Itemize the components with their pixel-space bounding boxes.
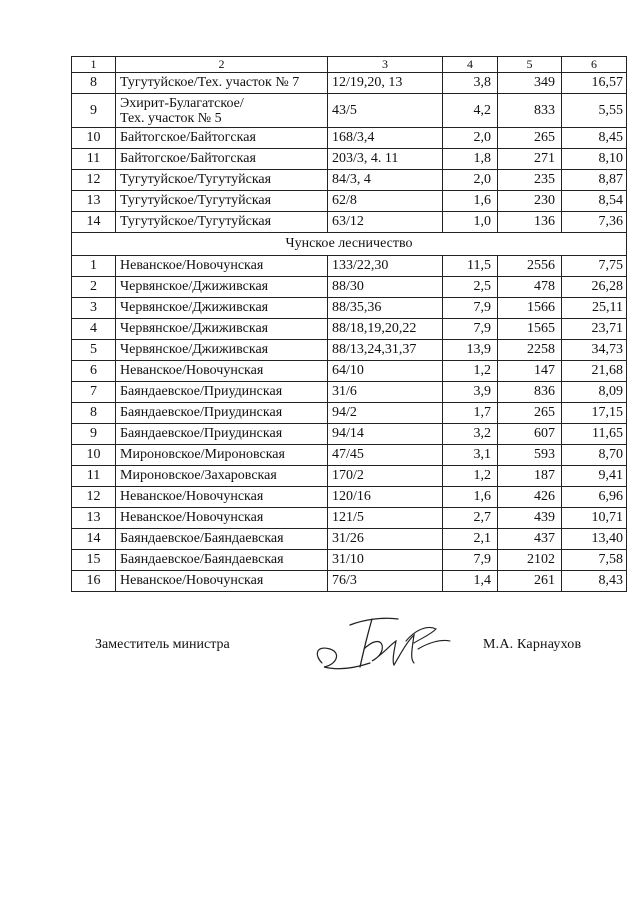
table-cell: 8,09 — [562, 382, 627, 403]
table-row — [72, 149, 627, 170]
table-cell: 1566 — [498, 298, 562, 319]
table-cell: 2,7 — [443, 508, 498, 529]
table-cell: 26,28 — [562, 277, 627, 298]
table-cell: 349 — [498, 73, 562, 94]
table-body — [72, 57, 627, 592]
table-cell: Байтогское/Байтогская — [116, 128, 328, 149]
table-row — [72, 212, 627, 233]
table-cell: 2,1 — [443, 529, 498, 550]
table-cell: 84/3, 4 — [328, 170, 443, 191]
table-cell: Червянское/Джиживская — [116, 298, 328, 319]
table-cell: 11,65 — [562, 424, 627, 445]
section-title: Чунское лесничество — [72, 233, 627, 256]
table-cell: 13,9 — [443, 340, 498, 361]
table-cell: 23,71 — [562, 319, 627, 340]
table-cell: 12 — [72, 170, 116, 191]
table-cell: 203/3, 4. 11 — [328, 149, 443, 170]
table-cell: Мироновское/Мироновская — [116, 445, 328, 466]
table-cell: 12/19,20, 13 — [328, 73, 443, 94]
table-cell: 9,41 — [562, 466, 627, 487]
table-cell: 10,71 — [562, 508, 627, 529]
table-cell: 593 — [498, 445, 562, 466]
header-cell: 1 — [72, 57, 116, 73]
table-cell: 9 — [72, 94, 116, 128]
table-cell: 261 — [498, 571, 562, 592]
table-cell: 16 — [72, 571, 116, 592]
table-row — [72, 340, 627, 361]
table-cell: 230 — [498, 191, 562, 212]
table-cell: 1,6 — [443, 487, 498, 508]
table-cell: 2556 — [498, 256, 562, 277]
table-cell: 8,45 — [562, 128, 627, 149]
table-row — [72, 298, 627, 319]
table-cell: 170/2 — [328, 466, 443, 487]
table-cell: 3,8 — [443, 73, 498, 94]
table-cell: 94/14 — [328, 424, 443, 445]
table-cell: Баяндаевское/Приудинская — [116, 382, 328, 403]
table-cell: 6,96 — [562, 487, 627, 508]
table-cell: 88/35,36 — [328, 298, 443, 319]
table-cell: 265 — [498, 403, 562, 424]
table-cell: 833 — [498, 94, 562, 128]
table-cell: 133/22,30 — [328, 256, 443, 277]
table-cell: 11,5 — [443, 256, 498, 277]
table-cell: 439 — [498, 508, 562, 529]
table-cell: 3,2 — [443, 424, 498, 445]
table-cell: Баяндаевское/Приудинская — [116, 403, 328, 424]
table-cell: 437 — [498, 529, 562, 550]
table-cell: 3,1 — [443, 445, 498, 466]
table-cell: 11 — [72, 149, 116, 170]
table-cell: 7,9 — [443, 319, 498, 340]
table-cell: Тугутуйское/Тугутуйская — [116, 170, 328, 191]
table-row — [72, 256, 627, 277]
section-row — [72, 233, 627, 256]
table-cell: Неванское/Новочунская — [116, 571, 328, 592]
header-cell: 4 — [443, 57, 498, 73]
table-cell: 2102 — [498, 550, 562, 571]
table-cell: 4 — [72, 319, 116, 340]
table-cell: 5,55 — [562, 94, 627, 128]
table-row — [72, 571, 627, 592]
table-cell: Баяндаевское/Баяндаевская — [116, 529, 328, 550]
table-cell: 607 — [498, 424, 562, 445]
table-cell: 2,5 — [443, 277, 498, 298]
table-row — [72, 191, 627, 212]
table-row — [72, 73, 627, 94]
table-cell: Мироновское/Захаровская — [116, 466, 328, 487]
table-cell: 271 — [498, 149, 562, 170]
table-cell: 7,75 — [562, 256, 627, 277]
table-row — [72, 277, 627, 298]
table-cell: 235 — [498, 170, 562, 191]
table-cell: 5 — [72, 340, 116, 361]
table-cell: 76/3 — [328, 571, 443, 592]
table-cell: 94/2 — [328, 403, 443, 424]
table-cell: 3,9 — [443, 382, 498, 403]
table-cell: Тугутуйское/Тугутуйская — [116, 191, 328, 212]
table-cell: 1,6 — [443, 191, 498, 212]
table-row — [72, 319, 627, 340]
handwritten-signature-icon — [310, 605, 460, 677]
table-cell: 265 — [498, 128, 562, 149]
table-cell: 120/16 — [328, 487, 443, 508]
table-row — [72, 529, 627, 550]
table-cell: Неванское/Новочунская — [116, 508, 328, 529]
table-row — [72, 424, 627, 445]
table-row — [72, 361, 627, 382]
table-cell: Баяндаевское/Приудинская — [116, 424, 328, 445]
table-cell: 1,4 — [443, 571, 498, 592]
table-header-row — [72, 57, 627, 73]
table-cell: 31/10 — [328, 550, 443, 571]
table-cell: 2 — [72, 277, 116, 298]
table-cell: 62/8 — [328, 191, 443, 212]
table-cell: 88/13,24,31,37 — [328, 340, 443, 361]
table-cell: Тугутуйское/Тех. участок № 7 — [116, 73, 328, 94]
table-cell: 25,11 — [562, 298, 627, 319]
table-cell: 14 — [72, 212, 116, 233]
table-cell: 9 — [72, 424, 116, 445]
table-cell: 63/12 — [328, 212, 443, 233]
table-cell: 11 — [72, 466, 116, 487]
table-row — [72, 508, 627, 529]
table-cell: 31/6 — [328, 382, 443, 403]
table-cell: 13,40 — [562, 529, 627, 550]
table-cell: 1565 — [498, 319, 562, 340]
table-cell: 7,58 — [562, 550, 627, 571]
table-cell: 3 — [72, 298, 116, 319]
table-cell: Тугутуйское/Тугутуйская — [116, 212, 328, 233]
header-cell: 3 — [328, 57, 443, 73]
table-cell: 12 — [72, 487, 116, 508]
table-row — [72, 487, 627, 508]
table-row — [72, 94, 627, 128]
table-cell: 7,9 — [443, 550, 498, 571]
table-cell: 8,87 — [562, 170, 627, 191]
table-cell: 13 — [72, 191, 116, 212]
table-cell: 34,73 — [562, 340, 627, 361]
table-cell: 2,0 — [443, 170, 498, 191]
table-cell: 8,43 — [562, 571, 627, 592]
header-cell: 5 — [498, 57, 562, 73]
table-cell: 1,2 — [443, 466, 498, 487]
table-cell: 2,0 — [443, 128, 498, 149]
table-cell: 64/10 — [328, 361, 443, 382]
table-cell: 8 — [72, 403, 116, 424]
table-cell: 187 — [498, 466, 562, 487]
table-cell: 1 — [72, 256, 116, 277]
table-row — [72, 170, 627, 191]
table-cell: Неванское/Новочунская — [116, 487, 328, 508]
table-cell: Неванское/Новочунская — [116, 361, 328, 382]
table-cell: 478 — [498, 277, 562, 298]
table-cell: 14 — [72, 529, 116, 550]
table-cell: 136 — [498, 212, 562, 233]
table-cell: Червянское/Джиживская — [116, 319, 328, 340]
table-row — [72, 445, 627, 466]
table-cell: 7 — [72, 382, 116, 403]
table-cell: 10 — [72, 445, 116, 466]
table-cell: 7,36 — [562, 212, 627, 233]
header-cell: 2 — [116, 57, 328, 73]
table-cell: 47/45 — [328, 445, 443, 466]
table-cell: 21,68 — [562, 361, 627, 382]
table-cell: Червянское/Джиживская — [116, 277, 328, 298]
table-row — [72, 550, 627, 571]
table-cell: 1,2 — [443, 361, 498, 382]
table-cell: 147 — [498, 361, 562, 382]
table-cell: Байтогское/Байтогская — [116, 149, 328, 170]
table-cell: 31/26 — [328, 529, 443, 550]
table-row — [72, 128, 627, 149]
table-cell: Эхирит-Булагатское/ Тех. участок № 5 — [116, 94, 328, 128]
table-cell: 8 — [72, 73, 116, 94]
table-cell: 836 — [498, 382, 562, 403]
table-cell: 15 — [72, 550, 116, 571]
table-cell: 1,7 — [443, 403, 498, 424]
signer-position: Заместитель министра — [95, 637, 230, 652]
signer-name: М.А. Карнаухов — [483, 637, 582, 652]
table-cell: Червянское/Джиживская — [116, 340, 328, 361]
table-cell: 10 — [72, 128, 116, 149]
table-cell: 121/5 — [328, 508, 443, 529]
table-cell: 17,15 — [562, 403, 627, 424]
table-cell: Неванское/Новочунская — [116, 256, 328, 277]
table-cell: 43/5 — [328, 94, 443, 128]
table-cell: 88/30 — [328, 277, 443, 298]
table-row — [72, 403, 627, 424]
table-cell: 168/3,4 — [328, 128, 443, 149]
table-cell: 7,9 — [443, 298, 498, 319]
table-cell: Баяндаевское/Баяндаевская — [116, 550, 328, 571]
table-row — [72, 382, 627, 403]
table-cell: 1,0 — [443, 212, 498, 233]
table-cell: 8,54 — [562, 191, 627, 212]
table-cell: 8,70 — [562, 445, 627, 466]
table-row — [72, 466, 627, 487]
table-cell: 2258 — [498, 340, 562, 361]
table-cell: 13 — [72, 508, 116, 529]
table-cell: 426 — [498, 487, 562, 508]
data-table — [71, 56, 627, 592]
table-cell: 1,8 — [443, 149, 498, 170]
table-cell: 4,2 — [443, 94, 498, 128]
table-cell: 88/18,19,20,22 — [328, 319, 443, 340]
table-cell: 8,10 — [562, 149, 627, 170]
header-cell: 6 — [562, 57, 627, 73]
table-cell: 16,57 — [562, 73, 627, 94]
table-cell: 6 — [72, 361, 116, 382]
